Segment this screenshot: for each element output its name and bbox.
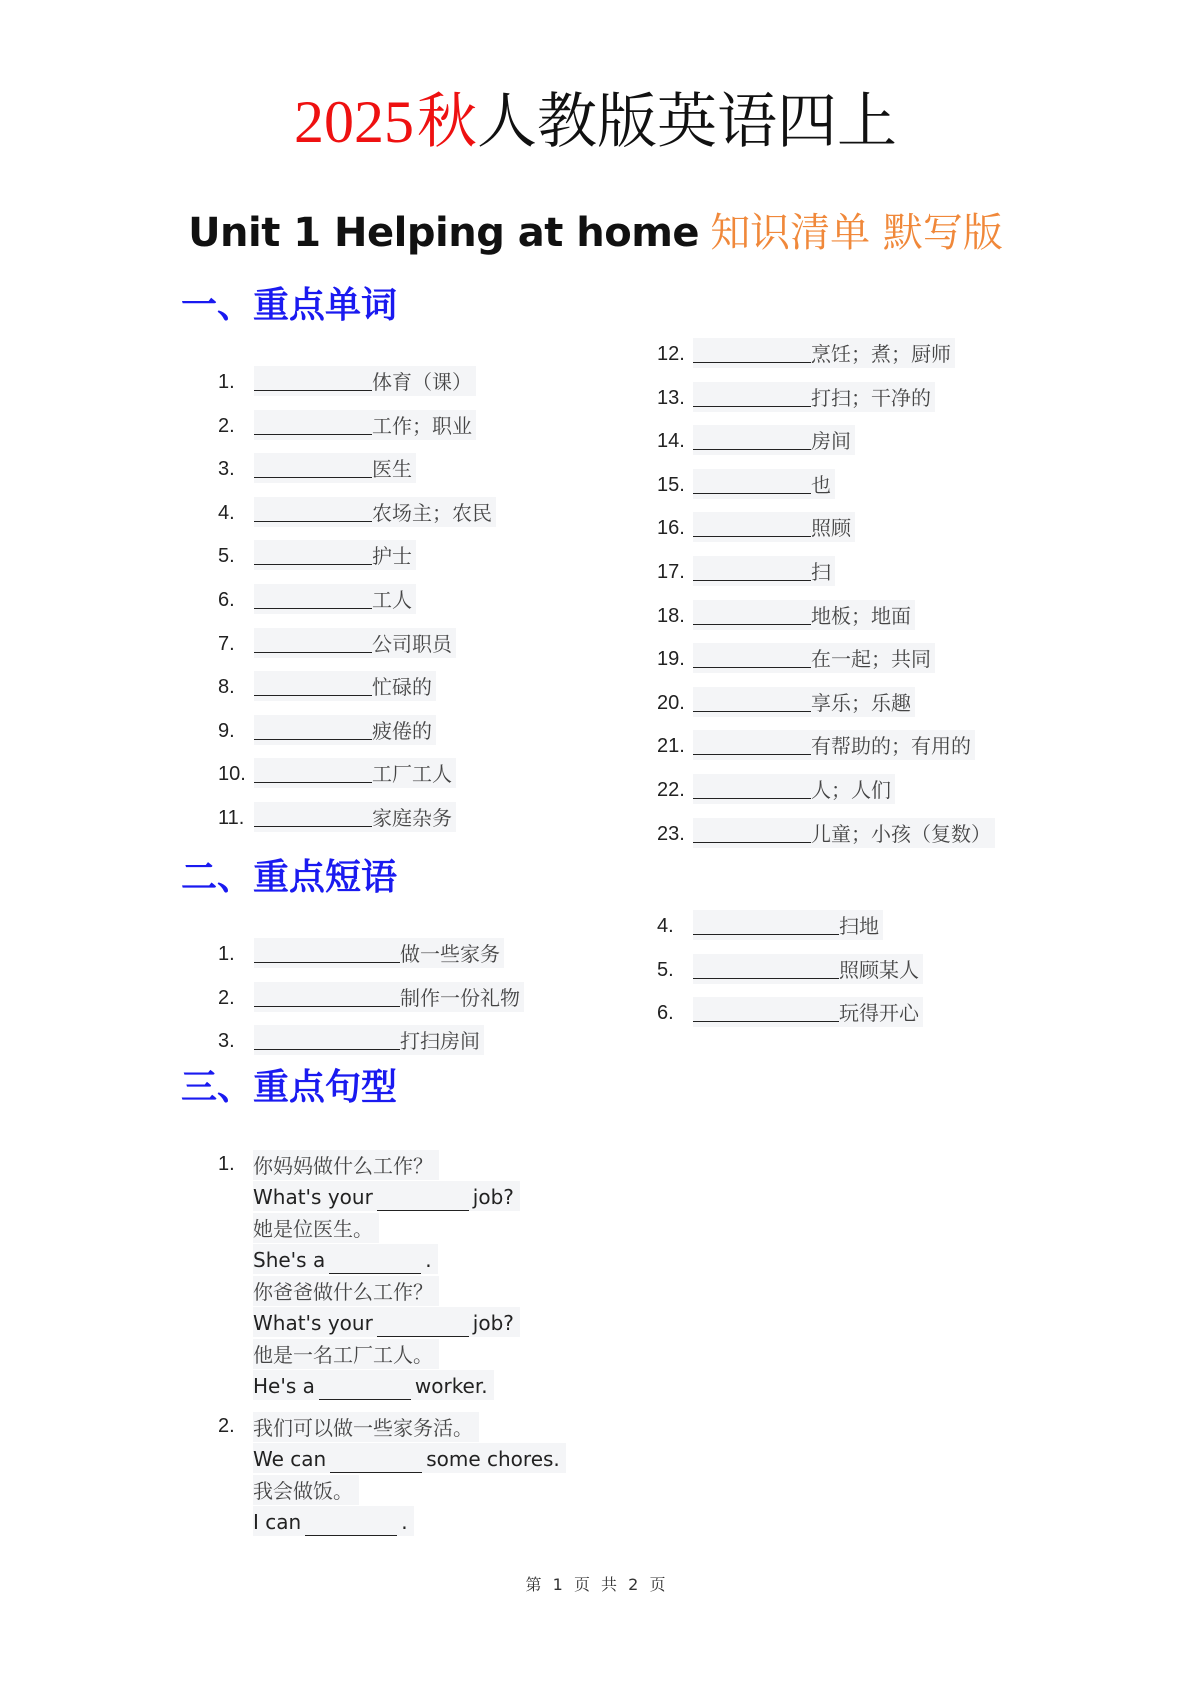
sentence-text-after: some chores. <box>426 1447 560 1471</box>
chinese-sentence <box>253 1339 439 1370</box>
footer-label: 共 <box>601 1575 618 1594</box>
item-number: 21. <box>657 735 685 758</box>
item-highlight <box>254 715 436 745</box>
item-number: 22. <box>657 779 685 801</box>
answer-blank[interactable] <box>693 558 811 581</box>
sentence-text: 你爸爸做什么工作？ <box>253 1280 433 1304</box>
item-meaning: 玩得开心 <box>839 1001 919 1026</box>
item-meaning: 忙碌的 <box>372 675 432 700</box>
item-meaning: 照顾某人 <box>839 957 919 982</box>
sentence-highlight <box>253 1213 379 1243</box>
list-item <box>657 820 995 848</box>
answer-blank[interactable] <box>254 804 372 827</box>
item-meaning: 也 <box>811 472 831 497</box>
sentence-highlight <box>253 1339 439 1369</box>
answer-blank[interactable] <box>693 471 811 494</box>
section-heading-words: 一、重点单词 <box>181 285 398 326</box>
answer-blank[interactable] <box>254 984 400 1007</box>
answer-blank[interactable] <box>254 760 372 783</box>
sentence-text: 她是位医生。 <box>253 1217 373 1241</box>
answer-blank[interactable] <box>693 999 839 1022</box>
sentence-highlight <box>253 1307 520 1337</box>
sentence-text-after: . <box>425 1248 432 1272</box>
item-number: 19. <box>657 648 685 671</box>
sentence-text-after: . <box>401 1510 408 1534</box>
item-meaning: 在一起；共同 <box>811 647 931 672</box>
item-highlight <box>254 366 476 396</box>
item-highlight <box>693 687 915 717</box>
item-number: 9. <box>218 719 235 742</box>
english-sentence <box>253 1443 566 1474</box>
list-item <box>218 542 416 570</box>
item-highlight <box>254 410 476 440</box>
answer-blank[interactable] <box>319 1379 411 1400</box>
answer-blank[interactable] <box>693 912 839 935</box>
item-number: 7. <box>218 632 235 655</box>
item-highlight <box>693 425 855 455</box>
item-highlight <box>693 730 975 760</box>
item-number: 13. <box>657 386 685 409</box>
item-meaning: 公司职员 <box>372 631 452 656</box>
item-number: 3. <box>218 1030 235 1053</box>
answer-blank[interactable] <box>377 1316 469 1337</box>
chinese-sentence <box>253 1150 439 1181</box>
answer-blank[interactable] <box>693 602 811 625</box>
answer-blank[interactable] <box>693 340 811 363</box>
list-item <box>657 471 835 499</box>
item-number: 1. <box>218 371 235 393</box>
list-item <box>657 956 923 984</box>
item-meaning: 工人 <box>372 588 412 612</box>
list-item <box>657 427 855 455</box>
sentence-text-after: job? <box>472 1185 514 1209</box>
footer-label: 第 <box>525 1575 542 1594</box>
item-highlight <box>693 469 835 499</box>
answer-blank[interactable] <box>254 586 372 609</box>
item-meaning: 照顾 <box>811 516 851 541</box>
subtitle-version: 知识清单 默写版 <box>710 210 1003 256</box>
list-item <box>657 732 975 760</box>
item-highlight <box>254 584 416 614</box>
item-meaning: 打扫房间 <box>400 1029 480 1054</box>
sentence-text-after: job? <box>472 1311 514 1335</box>
item-highlight <box>693 954 923 984</box>
list-item <box>218 673 436 701</box>
list-item <box>657 340 955 368</box>
answer-blank[interactable] <box>254 412 372 435</box>
item-meaning: 医生 <box>372 457 412 482</box>
sentence-number: 1. <box>218 1153 235 1175</box>
item-number: 10. <box>218 763 246 786</box>
item-number: 4. <box>218 501 235 524</box>
item-number: 2. <box>218 414 235 437</box>
answer-blank[interactable] <box>693 427 811 450</box>
answer-blank[interactable] <box>254 673 372 696</box>
list-item <box>657 384 935 412</box>
item-number: 20. <box>657 691 685 714</box>
english-sentence <box>253 1244 438 1275</box>
sentence-text-before: I can <box>253 1510 302 1534</box>
item-meaning: 扫地 <box>839 914 879 938</box>
sentence-text-before: We can <box>253 1447 327 1471</box>
item-meaning: 有帮助的；有用的 <box>811 734 971 759</box>
answer-blank[interactable] <box>254 455 372 478</box>
item-meaning: 做一些家务 <box>400 942 500 966</box>
item-meaning: 疲倦的 <box>372 718 432 743</box>
item-meaning: 打扫；干净的 <box>811 385 931 410</box>
sentence-text-before: She's a <box>253 1248 326 1272</box>
item-meaning: 体育（课） <box>372 370 472 394</box>
sentence-highlight <box>253 1276 439 1306</box>
item-highlight <box>254 1025 484 1055</box>
item-number: 14. <box>657 430 685 453</box>
item-highlight <box>693 338 955 368</box>
english-sentence <box>253 1370 494 1401</box>
title-rest: 人教版英语四上 <box>477 89 897 155</box>
item-number: 1. <box>218 943 235 965</box>
list-item <box>218 984 524 1012</box>
list-item <box>657 776 895 804</box>
item-number: 11. <box>218 807 245 829</box>
item-highlight <box>693 910 883 940</box>
item-number: 18. <box>657 604 685 627</box>
answer-blank[interactable] <box>254 542 372 565</box>
item-highlight <box>254 758 456 788</box>
item-number: 3. <box>218 458 235 481</box>
answer-blank[interactable] <box>693 820 811 843</box>
item-number: 17. <box>657 561 685 583</box>
item-highlight <box>254 497 496 527</box>
item-number: 5. <box>218 545 235 568</box>
item-highlight <box>254 938 504 968</box>
item-highlight <box>693 382 935 412</box>
list-item <box>657 999 923 1027</box>
list-item <box>657 912 883 940</box>
item-meaning: 享乐；乐趣 <box>811 690 911 715</box>
answer-blank[interactable] <box>377 1190 469 1211</box>
sentence-highlight <box>253 1181 520 1211</box>
item-highlight <box>693 600 915 630</box>
item-meaning: 扫 <box>811 560 831 584</box>
list-item <box>218 940 504 968</box>
footer-label: 页 <box>649 1575 666 1594</box>
item-meaning: 烹饪；煮；厨师 <box>811 342 951 366</box>
english-sentence <box>253 1506 414 1537</box>
chinese-sentence <box>253 1276 439 1307</box>
answer-blank[interactable] <box>693 956 839 979</box>
answer-blank[interactable] <box>330 1452 422 1473</box>
list-item <box>218 760 456 788</box>
answer-blank[interactable] <box>693 689 811 712</box>
item-number: 16. <box>657 517 685 540</box>
title-season: 秋 <box>417 89 477 155</box>
item-number: 12. <box>657 343 685 365</box>
answer-blank[interactable] <box>254 499 372 522</box>
footer-total-pages: 2 <box>628 1575 639 1594</box>
answer-blank[interactable] <box>693 514 811 537</box>
sentence-text-before: What's your <box>253 1185 373 1209</box>
item-meaning: 地板；地面 <box>811 603 911 628</box>
item-number: 8. <box>218 676 235 699</box>
chinese-sentence <box>253 1412 479 1443</box>
subtitle-unit: Unit 1 Helping at home <box>188 210 700 256</box>
item-highlight <box>693 997 923 1027</box>
answer-blank[interactable] <box>329 1253 421 1274</box>
item-meaning: 工厂工人 <box>372 762 452 787</box>
sentence-highlight <box>253 1475 359 1505</box>
chinese-sentence <box>253 1213 379 1244</box>
sentence-highlight <box>253 1150 439 1180</box>
section-heading-phrases: 二、重点短语 <box>181 857 398 898</box>
answer-blank[interactable] <box>254 717 372 740</box>
list-item <box>218 586 416 614</box>
item-meaning: 人；人们 <box>811 778 891 802</box>
list-item <box>657 689 915 717</box>
item-meaning: 家庭杂务 <box>372 806 452 830</box>
answer-blank[interactable] <box>693 732 811 755</box>
sentence-text: 我们可以做一些家务活。 <box>253 1416 473 1440</box>
title-year: 2025 <box>294 89 414 155</box>
answer-blank[interactable] <box>693 776 811 799</box>
section-heading-sentences: 三、重点句型 <box>181 1067 398 1108</box>
answer-blank[interactable] <box>305 1515 397 1536</box>
item-number: 15. <box>657 473 685 496</box>
item-highlight <box>254 540 416 570</box>
item-highlight <box>254 628 456 658</box>
list-item <box>218 1027 484 1055</box>
document-subtitle <box>0 208 1191 258</box>
answer-blank[interactable] <box>254 630 372 653</box>
sentence-highlight <box>253 1244 438 1274</box>
list-item <box>218 412 476 440</box>
answer-blank[interactable] <box>254 1027 400 1050</box>
answer-blank[interactable] <box>693 645 811 668</box>
sentence-highlight <box>253 1506 414 1536</box>
english-sentence <box>253 1307 520 1338</box>
sentence-text-before: He's a <box>253 1374 315 1398</box>
footer-page-number: 1 <box>552 1575 563 1594</box>
item-highlight <box>254 802 456 832</box>
item-number: 6. <box>657 1002 674 1025</box>
item-meaning: 制作一份礼物 <box>400 985 520 1010</box>
item-number: 5. <box>657 958 674 981</box>
item-highlight <box>254 453 416 483</box>
sentence-text-before: What's your <box>253 1311 373 1335</box>
footer-label: 页 <box>573 1575 590 1594</box>
sentence-number: 2. <box>218 1415 235 1437</box>
sentence-text: 他是一名工厂工人。 <box>253 1343 433 1367</box>
item-meaning: 房间 <box>811 429 851 454</box>
list-item <box>218 368 476 396</box>
list-item <box>218 455 416 483</box>
page-footer <box>0 1572 1191 1595</box>
item-highlight <box>254 671 436 701</box>
item-number: 6. <box>218 589 235 611</box>
sentence-text-after: worker. <box>414 1374 488 1398</box>
list-item <box>218 804 456 832</box>
list-item <box>657 514 855 542</box>
item-highlight <box>693 556 835 586</box>
sentence-highlight <box>253 1370 494 1400</box>
sentence-highlight <box>253 1443 566 1473</box>
item-meaning: 工作；职业 <box>372 413 472 438</box>
item-number: 4. <box>657 915 674 937</box>
sentence-highlight <box>253 1412 479 1442</box>
answer-blank[interactable] <box>254 368 372 391</box>
item-meaning: 农场主；农民 <box>372 500 492 525</box>
answer-blank[interactable] <box>254 940 400 963</box>
list-item <box>218 630 456 658</box>
item-number: 2. <box>218 986 235 1009</box>
item-highlight <box>693 818 995 848</box>
list-item <box>218 717 436 745</box>
list-item <box>218 499 496 527</box>
english-sentence <box>253 1181 520 1212</box>
item-meaning: 儿童；小孩（复数） <box>811 821 991 846</box>
item-meaning: 护士 <box>372 544 412 569</box>
item-highlight <box>254 982 524 1012</box>
item-highlight <box>693 643 935 673</box>
sentence-text: 我会做饭。 <box>253 1479 353 1503</box>
item-highlight <box>693 774 895 804</box>
list-item <box>657 602 915 630</box>
item-highlight <box>693 512 855 542</box>
list-item <box>657 558 835 586</box>
sentence-text: 你妈妈做什么工作？ <box>253 1154 433 1178</box>
list-item <box>657 645 935 673</box>
document-title <box>0 86 1191 158</box>
answer-blank[interactable] <box>693 384 811 407</box>
item-number: 23. <box>657 822 685 845</box>
chinese-sentence <box>253 1475 359 1506</box>
